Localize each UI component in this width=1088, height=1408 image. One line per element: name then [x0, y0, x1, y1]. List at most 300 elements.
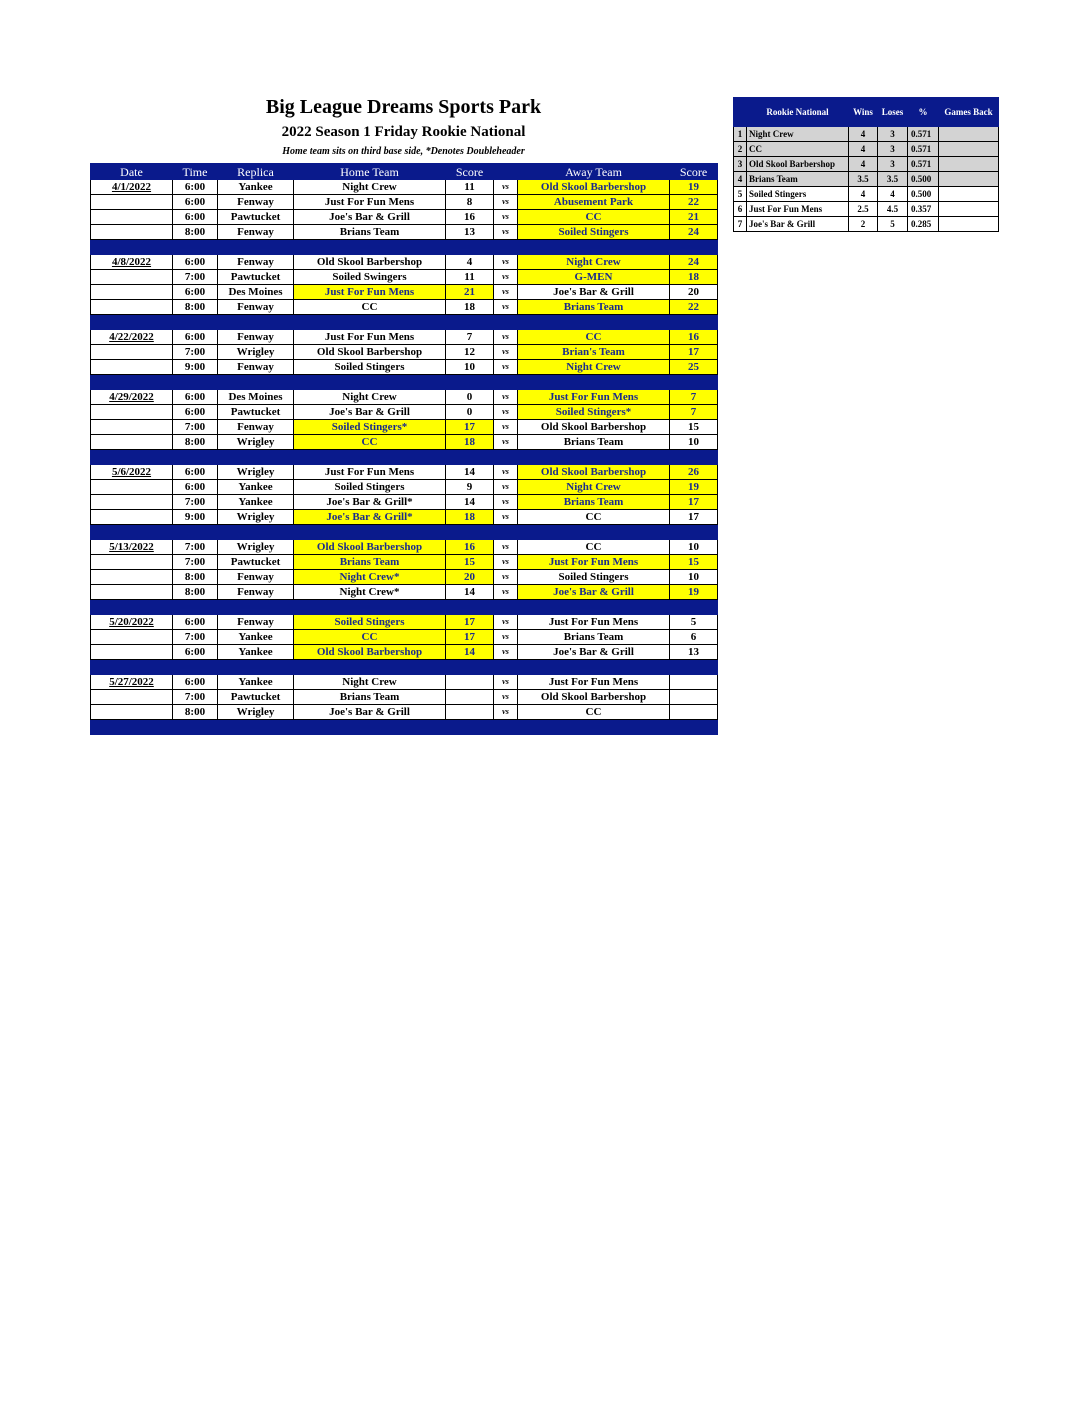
loses-cell: 3: [878, 127, 908, 142]
game-row: [91, 390, 718, 405]
replica-cell: Des Moines: [218, 390, 294, 405]
games-back-cell: [939, 187, 999, 202]
loses-cell: 4: [878, 187, 908, 202]
separator-cell: [294, 450, 446, 465]
away-team-cell: Just For Fun Mens: [518, 675, 670, 690]
standings-header-row: [734, 98, 999, 127]
pct-cell: 0.285: [908, 217, 939, 232]
pct-cell: 0.571: [908, 127, 939, 142]
schedule-header-cell: Replica: [218, 164, 294, 180]
away-score-cell: 7: [670, 405, 718, 420]
replica-cell: Yankee: [218, 180, 294, 195]
vs-cell: vs: [494, 390, 518, 405]
away-score-cell: 15: [670, 555, 718, 570]
away-team-cell: CC: [518, 210, 670, 225]
away-team-cell: Night Crew: [518, 255, 670, 270]
separator-cell: [294, 600, 446, 615]
separator-cell: [446, 315, 494, 330]
separator-cell: [494, 600, 518, 615]
wins-cell: 2: [849, 217, 878, 232]
vs-cell: vs: [494, 270, 518, 285]
pct-cell: 0.357: [908, 202, 939, 217]
time-cell: 6:00: [173, 255, 218, 270]
vs-cell: vs: [494, 255, 518, 270]
separator-cell: [294, 720, 446, 735]
standings-header-cell: Wins: [849, 98, 878, 127]
standings-header-cell: [734, 98, 747, 127]
home-team-cell: Brians Team: [294, 555, 446, 570]
separator-cell: [518, 450, 670, 465]
game-row: [91, 510, 718, 525]
time-cell: 7:00: [173, 690, 218, 705]
home-team-cell: Joe's Bar & Grill: [294, 405, 446, 420]
away-score-cell: 19: [670, 180, 718, 195]
game-row: [91, 585, 718, 600]
separator-cell: [173, 720, 218, 735]
team-cell: Night Crew: [747, 127, 849, 142]
vs-cell: vs: [494, 210, 518, 225]
date-cell: [91, 270, 173, 285]
date-cell: [91, 510, 173, 525]
home-score-cell: 20: [446, 570, 494, 585]
home-score-cell: 12: [446, 345, 494, 360]
separator-cell: [173, 525, 218, 540]
replica-cell: Yankee: [218, 630, 294, 645]
home-team-cell: CC: [294, 300, 446, 315]
home-score-cell: 18: [446, 435, 494, 450]
date-cell: [91, 495, 173, 510]
date-cell: [91, 555, 173, 570]
away-score-cell: 10: [670, 540, 718, 555]
away-score-cell: [670, 705, 718, 720]
vs-cell: vs: [494, 225, 518, 240]
separator-cell: [518, 720, 670, 735]
away-score-cell: 19: [670, 480, 718, 495]
week-separator: [91, 660, 718, 675]
away-score-cell: 16: [670, 330, 718, 345]
replica-cell: Des Moines: [218, 285, 294, 300]
date-cell: [91, 345, 173, 360]
schedule-header-cell: Away Team: [518, 164, 670, 180]
home-team-cell: Night Crew*: [294, 570, 446, 585]
date-cell: 4/29/2022: [91, 390, 173, 405]
home-team-cell: Soiled Stingers*: [294, 420, 446, 435]
home-team-cell: Just For Fun Mens: [294, 465, 446, 480]
replica-cell: Pawtucket: [218, 210, 294, 225]
time-cell: 8:00: [173, 435, 218, 450]
wins-cell: 3.5: [849, 172, 878, 187]
home-score-cell: 13: [446, 225, 494, 240]
schedule-header-cell: Score: [446, 164, 494, 180]
separator-cell: [294, 315, 446, 330]
separator-cell: [218, 375, 294, 390]
wins-cell: 4: [849, 127, 878, 142]
time-cell: 7:00: [173, 420, 218, 435]
separator-cell: [91, 525, 173, 540]
time-cell: 7:00: [173, 495, 218, 510]
away-score-cell: 15: [670, 420, 718, 435]
rank-cell: 5: [734, 187, 747, 202]
game-row: [91, 405, 718, 420]
schedule-note: Home team sits on third base side, *Denotes Doubleheader: [282, 146, 525, 157]
separator-cell: [494, 315, 518, 330]
home-score-cell: 11: [446, 270, 494, 285]
replica-cell: Yankee: [218, 495, 294, 510]
away-team-cell: CC: [518, 510, 670, 525]
time-cell: 8:00: [173, 585, 218, 600]
time-cell: 6:00: [173, 405, 218, 420]
replica-cell: Fenway: [218, 360, 294, 375]
vs-cell: vs: [494, 195, 518, 210]
standings-row: [734, 157, 999, 172]
separator-cell: [670, 660, 718, 675]
date-cell: [91, 420, 173, 435]
team-cell: Joe's Bar & Grill: [747, 217, 849, 232]
rank-cell: 1: [734, 127, 747, 142]
time-cell: 6:00: [173, 285, 218, 300]
away-team-cell: CC: [518, 540, 670, 555]
game-row: [91, 480, 718, 495]
vs-cell: vs: [494, 570, 518, 585]
week-separator: [91, 450, 718, 465]
separator-cell: [446, 660, 494, 675]
separator-cell: [670, 525, 718, 540]
replica-cell: Fenway: [218, 585, 294, 600]
separator-cell: [670, 720, 718, 735]
standings-row: [734, 187, 999, 202]
vs-cell: vs: [494, 585, 518, 600]
separator-cell: [670, 600, 718, 615]
date-cell: 4/8/2022: [91, 255, 173, 270]
date-cell: 4/1/2022: [91, 180, 173, 195]
away-score-cell: 24: [670, 255, 718, 270]
away-team-cell: Joe's Bar & Grill: [518, 585, 670, 600]
game-row: [91, 345, 718, 360]
home-team-cell: Night Crew*: [294, 585, 446, 600]
loses-cell: 3.5: [878, 172, 908, 187]
separator-cell: [91, 660, 173, 675]
rank-cell: 6: [734, 202, 747, 217]
home-team-cell: CC: [294, 630, 446, 645]
schedule-header-cell: Home Team: [294, 164, 446, 180]
date-cell: [91, 225, 173, 240]
replica-cell: Fenway: [218, 300, 294, 315]
team-cell: Just For Fun Mens: [747, 202, 849, 217]
replica-cell: Fenway: [218, 225, 294, 240]
time-cell: 7:00: [173, 270, 218, 285]
date-cell: 5/6/2022: [91, 465, 173, 480]
game-row: [91, 420, 718, 435]
wins-cell: 2.5: [849, 202, 878, 217]
vs-cell: vs: [494, 300, 518, 315]
team-cell: Old Skool Barbershop: [747, 157, 849, 172]
vs-cell: vs: [494, 675, 518, 690]
away-score-cell: [670, 675, 718, 690]
separator-cell: [218, 315, 294, 330]
date-cell: [91, 405, 173, 420]
game-row: [91, 210, 718, 225]
separator-cell: [446, 375, 494, 390]
page-title: Big League Dreams Sports Park: [265, 96, 542, 118]
home-score-cell: [446, 705, 494, 720]
week-separator: [91, 375, 718, 390]
separator-cell: [173, 375, 218, 390]
games-back-cell: [939, 127, 999, 142]
week-separator: [91, 600, 718, 615]
vs-cell: vs: [494, 360, 518, 375]
vs-cell: vs: [494, 405, 518, 420]
separator-cell: [446, 720, 494, 735]
separator-cell: [494, 375, 518, 390]
separator-cell: [173, 450, 218, 465]
away-team-cell: Old Skool Barbershop: [518, 420, 670, 435]
replica-cell: Pawtucket: [218, 405, 294, 420]
away-score-cell: 17: [670, 510, 718, 525]
separator-cell: [294, 375, 446, 390]
home-team-cell: Soiled Stingers: [294, 360, 446, 375]
vs-cell: vs: [494, 420, 518, 435]
vs-cell: vs: [494, 435, 518, 450]
away-team-cell: Joe's Bar & Grill: [518, 645, 670, 660]
separator-cell: [518, 315, 670, 330]
home-team-cell: Night Crew: [294, 675, 446, 690]
away-team-cell: Soiled Stingers*: [518, 405, 670, 420]
week-separator: [91, 315, 718, 330]
time-cell: 7:00: [173, 540, 218, 555]
away-score-cell: 19: [670, 585, 718, 600]
separator-cell: [670, 315, 718, 330]
away-team-cell: CC: [518, 705, 670, 720]
away-score-cell: 17: [670, 345, 718, 360]
replica-cell: Wrigley: [218, 345, 294, 360]
game-row: [91, 615, 718, 630]
home-score-cell: 16: [446, 540, 494, 555]
away-score-cell: [670, 690, 718, 705]
away-team-cell: Brians Team: [518, 300, 670, 315]
schedule-header-cell: Date: [91, 164, 173, 180]
date-cell: [91, 630, 173, 645]
games-back-cell: [939, 217, 999, 232]
loses-cell: 3: [878, 157, 908, 172]
home-score-cell: [446, 675, 494, 690]
away-team-cell: Brians Team: [518, 435, 670, 450]
replica-cell: Pawtucket: [218, 555, 294, 570]
home-team-cell: Soiled Stingers: [294, 615, 446, 630]
standings-header-cell: Games Back: [939, 98, 999, 127]
date-cell: [91, 210, 173, 225]
separator-cell: [494, 525, 518, 540]
pct-cell: 0.500: [908, 187, 939, 202]
games-back-cell: [939, 142, 999, 157]
away-score-cell: 18: [670, 270, 718, 285]
time-cell: 6:00: [173, 465, 218, 480]
wins-cell: 4: [849, 142, 878, 157]
home-score-cell: 9: [446, 480, 494, 495]
home-team-cell: Old Skool Barbershop: [294, 540, 446, 555]
away-team-cell: Old Skool Barbershop: [518, 180, 670, 195]
pct-cell: 0.571: [908, 157, 939, 172]
away-team-cell: Joe's Bar & Grill: [518, 285, 670, 300]
game-row: [91, 285, 718, 300]
replica-cell: Yankee: [218, 480, 294, 495]
home-team-cell: Soiled Swingers: [294, 270, 446, 285]
date-cell: 5/13/2022: [91, 540, 173, 555]
away-score-cell: 22: [670, 300, 718, 315]
home-score-cell: 14: [446, 495, 494, 510]
replica-cell: Fenway: [218, 420, 294, 435]
game-row: [91, 645, 718, 660]
separator-cell: [446, 450, 494, 465]
pct-cell: 0.500: [908, 172, 939, 187]
date-cell: [91, 435, 173, 450]
replica-cell: Wrigley: [218, 435, 294, 450]
separator-cell: [218, 450, 294, 465]
replica-cell: Fenway: [218, 570, 294, 585]
date-cell: [91, 570, 173, 585]
separator-cell: [518, 240, 670, 255]
date-cell: [91, 285, 173, 300]
week-separator: [91, 525, 718, 540]
separator-cell: [518, 375, 670, 390]
game-row: [91, 300, 718, 315]
away-score-cell: 10: [670, 570, 718, 585]
schedule-header-cell: [494, 164, 518, 180]
away-score-cell: 26: [670, 465, 718, 480]
vs-cell: vs: [494, 495, 518, 510]
away-team-cell: Brians Team: [518, 495, 670, 510]
schedule-header-cell: Time: [173, 164, 218, 180]
time-cell: 6:00: [173, 210, 218, 225]
home-score-cell: 15: [446, 555, 494, 570]
vs-cell: vs: [494, 615, 518, 630]
home-team-cell: Joe's Bar & Grill*: [294, 495, 446, 510]
separator-cell: [446, 525, 494, 540]
loses-cell: 4.5: [878, 202, 908, 217]
game-row: [91, 495, 718, 510]
schedule-header-cell: Score: [670, 164, 718, 180]
separator-cell: [91, 375, 173, 390]
separator-cell: [91, 315, 173, 330]
game-row: [91, 180, 718, 195]
home-score-cell: 0: [446, 405, 494, 420]
game-row: [91, 630, 718, 645]
game-row: [91, 705, 718, 720]
standings-row: [734, 217, 999, 232]
separator-cell: [173, 315, 218, 330]
vs-cell: vs: [494, 630, 518, 645]
schedule-header-row: [91, 164, 718, 180]
game-row: [91, 570, 718, 585]
games-back-cell: [939, 157, 999, 172]
rank-cell: 4: [734, 172, 747, 187]
home-team-cell: Brians Team: [294, 225, 446, 240]
time-cell: 7:00: [173, 345, 218, 360]
home-team-cell: Joe's Bar & Grill: [294, 705, 446, 720]
home-team-cell: Just For Fun Mens: [294, 195, 446, 210]
separator-cell: [294, 660, 446, 675]
home-score-cell: 21: [446, 285, 494, 300]
week-separator: [91, 720, 718, 735]
away-score-cell: 21: [670, 210, 718, 225]
away-team-cell: Abusement Park: [518, 195, 670, 210]
standings-header-cell: Loses: [878, 98, 908, 127]
replica-cell: Fenway: [218, 330, 294, 345]
separator-cell: [91, 450, 173, 465]
separator-cell: [518, 525, 670, 540]
home-team-cell: Brians Team: [294, 690, 446, 705]
separator-cell: [494, 240, 518, 255]
away-team-cell: Brians Team: [518, 630, 670, 645]
game-row: [91, 555, 718, 570]
replica-cell: Wrigley: [218, 510, 294, 525]
away-score-cell: 13: [670, 645, 718, 660]
away-team-cell: Old Skool Barbershop: [518, 690, 670, 705]
time-cell: 6:00: [173, 330, 218, 345]
rank-cell: 2: [734, 142, 747, 157]
standings-row: [734, 127, 999, 142]
team-cell: Brians Team: [747, 172, 849, 187]
wins-cell: 4: [849, 187, 878, 202]
home-team-cell: Night Crew: [294, 180, 446, 195]
away-score-cell: 25: [670, 360, 718, 375]
home-score-cell: 16: [446, 210, 494, 225]
date-cell: [91, 300, 173, 315]
home-score-cell: 17: [446, 420, 494, 435]
home-team-cell: Soiled Stingers: [294, 480, 446, 495]
home-score-cell: 17: [446, 630, 494, 645]
date-cell: [91, 690, 173, 705]
separator-cell: [494, 660, 518, 675]
separator-cell: [218, 240, 294, 255]
home-team-cell: Just For Fun Mens: [294, 285, 446, 300]
vs-cell: vs: [494, 330, 518, 345]
replica-cell: Wrigley: [218, 705, 294, 720]
time-cell: 6:00: [173, 480, 218, 495]
pct-cell: 0.571: [908, 142, 939, 157]
away-team-cell: G-MEN: [518, 270, 670, 285]
vs-cell: vs: [494, 540, 518, 555]
wins-cell: 4: [849, 157, 878, 172]
time-cell: 6:00: [173, 675, 218, 690]
time-cell: 8:00: [173, 705, 218, 720]
team-cell: CC: [747, 142, 849, 157]
home-team-cell: Joe's Bar & Grill*: [294, 510, 446, 525]
home-team-cell: Joe's Bar & Grill: [294, 210, 446, 225]
separator-cell: [294, 525, 446, 540]
date-cell: 5/20/2022: [91, 615, 173, 630]
home-team-cell: Old Skool Barbershop: [294, 645, 446, 660]
separator-cell: [173, 240, 218, 255]
away-team-cell: Soiled Stingers: [518, 225, 670, 240]
games-back-cell: [939, 172, 999, 187]
loses-cell: 5: [878, 217, 908, 232]
home-team-cell: CC: [294, 435, 446, 450]
away-score-cell: 10: [670, 435, 718, 450]
rank-cell: 7: [734, 217, 747, 232]
team-cell: Soiled Stingers: [747, 187, 849, 202]
game-row: [91, 690, 718, 705]
away-score-cell: 24: [670, 225, 718, 240]
replica-cell: Fenway: [218, 615, 294, 630]
time-cell: 7:00: [173, 555, 218, 570]
rank-cell: 3: [734, 157, 747, 172]
home-score-cell: 7: [446, 330, 494, 345]
separator-cell: [446, 240, 494, 255]
away-team-cell: Just For Fun Mens: [518, 555, 670, 570]
away-team-cell: CC: [518, 330, 670, 345]
home-score-cell: 14: [446, 465, 494, 480]
replica-cell: Yankee: [218, 645, 294, 660]
